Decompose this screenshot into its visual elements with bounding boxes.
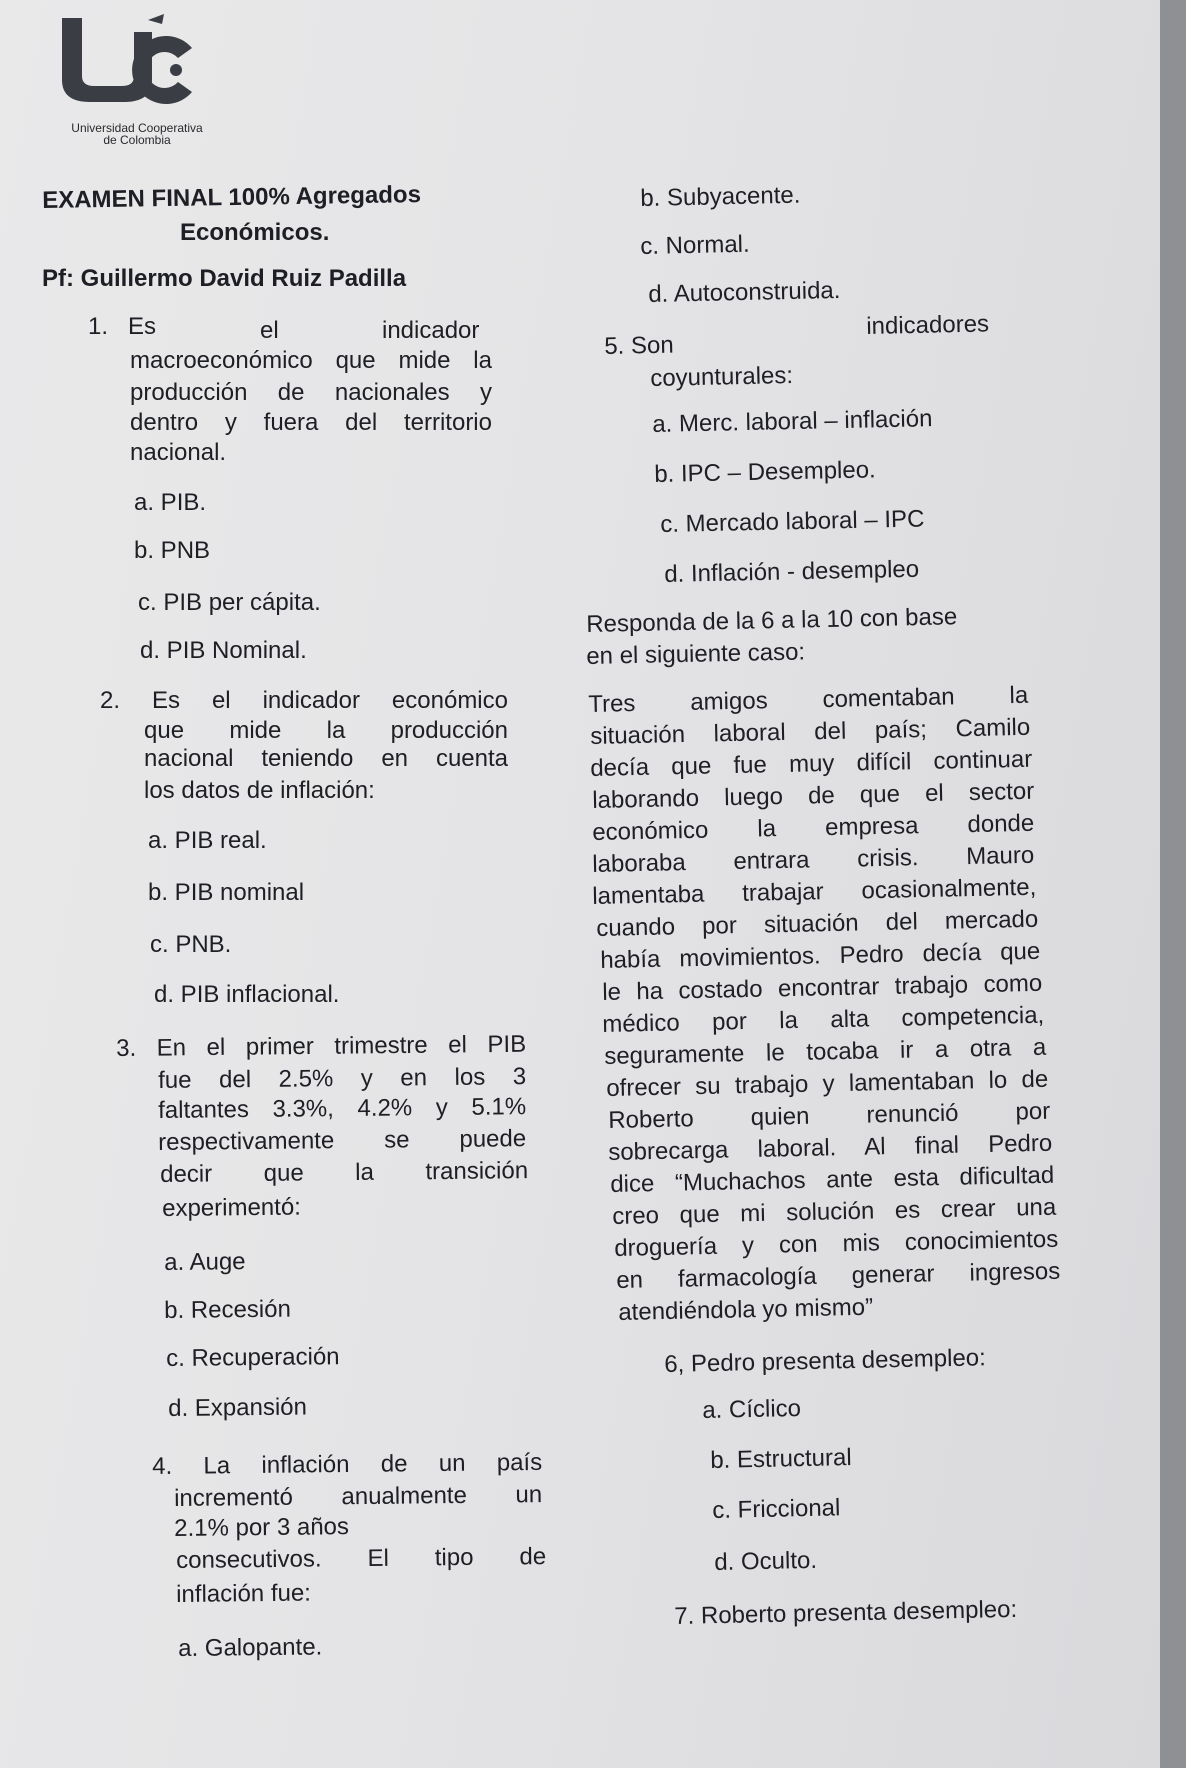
q4-line1: 4. La inflación de un país	[152, 1448, 543, 1480]
q4-option-b: b. Subyacente.	[640, 181, 801, 212]
q1-word-es: Es	[128, 313, 157, 340]
q1-option-d: d. PIB Nominal.	[140, 637, 307, 664]
case-line13: ofrecer su trabajo y lamentaban lo de	[606, 1065, 1049, 1102]
case-line14: Roberto quien renunció por	[608, 1097, 1051, 1134]
case-line18: droguería y con mis conocimientos	[614, 1225, 1059, 1262]
case-line17: creo que mi solución es crear una	[612, 1193, 1057, 1230]
q2-line3: nacional teniendo en cuenta	[144, 745, 508, 772]
case-line7: lamentaba trabajar ocasionalmente,	[592, 873, 1037, 910]
q6-option-c: c. Friccional	[712, 1494, 841, 1524]
q5-option-d: d. Inflación - desempleo	[664, 555, 920, 588]
q2-option-b: b. PIB nominal	[148, 879, 305, 906]
q2-option-d: d. PIB inflacional.	[154, 981, 340, 1008]
q4-option-d: d. Autoconstruida.	[648, 276, 841, 308]
q1-line1: macroeconómico que mide la	[130, 347, 492, 374]
q5-line2: coyunturales:	[650, 362, 794, 392]
q7-stem: 7. Roberto presenta desempleo:	[674, 1595, 1018, 1630]
q5-line1: 5. Son	[604, 331, 674, 360]
q3-line6: experimentó:	[162, 1193, 302, 1222]
q1-word-indicador: indicador	[382, 317, 480, 344]
q1-number: 1.	[88, 313, 109, 340]
q1-word-el: el	[260, 317, 279, 344]
q1-line2: producción de nacionales y	[130, 379, 492, 406]
q4-line5: inflación fue:	[176, 1579, 312, 1608]
case-line4: laborando luego de que el sector	[592, 777, 1035, 814]
case-line11: médico por la alta competencia,	[602, 1001, 1045, 1038]
exam-title-line2: Económicos.	[180, 219, 330, 246]
q1-option-b: b. PNB	[134, 537, 211, 564]
case-intro-line1: Responda de la 6 a la 10 con base	[586, 603, 958, 638]
case-line2: situación laboral del país; Camilo	[590, 713, 1031, 750]
q2-option-c: c. PNB.	[150, 931, 232, 958]
q3-line4: respectivamente se puede	[158, 1125, 527, 1156]
q3-line3: faltantes 3.3%, 4.2% y 5.1%	[158, 1093, 527, 1124]
q3-option-c: c. Recuperación	[166, 1343, 340, 1372]
exam-title-line1: EXAMEN FINAL 100% Agregados	[42, 181, 422, 214]
university-name-line2: de Colombia	[103, 133, 171, 147]
q2-line2: que mide la producción	[144, 717, 508, 744]
q6-option-d: d. Oculto.	[714, 1546, 818, 1576]
case-line5: económico la empresa donde	[592, 809, 1035, 846]
q5-line1-end: indicadores	[866, 310, 990, 340]
q3-option-d: d. Expansión	[168, 1393, 308, 1422]
q6-option-b: b. Estructural	[710, 1444, 852, 1474]
case-line12: seguramente le tocaba ir a otra a	[604, 1033, 1047, 1070]
q6-option-a: a. Cíclico	[702, 1394, 802, 1424]
case-line15: sobrecarga laboral. Al final Pedro	[608, 1129, 1053, 1166]
q4-option-c: c. Normal.	[640, 230, 750, 260]
q1-line3: dentro y fuera del territorio	[130, 409, 492, 436]
case-intro-line2: en el siguiente caso:	[586, 638, 806, 670]
q5-option-c: c. Mercado laboral – IPC	[660, 505, 925, 538]
q6-stem: 6, Pedro presenta desempleo:	[664, 1344, 987, 1378]
q1-option-a: a. PIB.	[134, 489, 207, 516]
case-line19: en farmacología generar ingresos	[616, 1257, 1061, 1294]
q3-option-b: b. Recesión	[164, 1295, 292, 1324]
case-line6: laboraba entrara crisis. Mauro	[592, 841, 1035, 878]
q2-line4: los datos de inflación:	[144, 777, 375, 804]
q5-option-b: b. IPC – Desempleo.	[654, 456, 876, 488]
q3-option-a: a. Auge	[164, 1248, 246, 1276]
q3-line2: fue del 2.5% y en los 3	[158, 1063, 527, 1094]
q2-line1: 2. Es el indicador económico	[100, 687, 508, 714]
q1-line4: nacional.	[130, 439, 227, 466]
case-line1: Tres amigos comentaban la	[588, 681, 1029, 718]
case-line3: decía que fue muy difícil continuar	[590, 745, 1033, 782]
case-line10: le ha costado encontrar trabajo como	[602, 969, 1043, 1006]
case-line20: atendiéndola yo mismo”	[618, 1293, 874, 1326]
university-name-line1: Universidad Cooperativa	[71, 121, 203, 135]
case-line9: había movimientos. Pedro decía que	[600, 937, 1041, 974]
q4-option-a: a. Galopante.	[178, 1633, 323, 1662]
q4-line4: consecutivos. El tipo de	[176, 1543, 547, 1574]
q1-option-c: c. PIB per cápita.	[138, 589, 321, 616]
case-line8: cuando por situación del mercado	[596, 905, 1039, 942]
professor-name: Pf: Guillermo David Ruiz Padilla	[42, 265, 407, 292]
q4-line2: incrementó anualmente un	[174, 1481, 543, 1512]
q3-line1: 3. En el primer trimestre el PIB	[116, 1030, 527, 1062]
q2-option-a: a. PIB real.	[148, 827, 267, 854]
q3-line5: decir que la transición	[160, 1157, 529, 1188]
case-line16: dice “Muchachos ante esta dificultad	[610, 1161, 1055, 1198]
university-name	[52, 122, 222, 146]
q4-line3: 2.1% por 3 años	[174, 1513, 350, 1542]
q5-option-a: a. Merc. laboral – inflación	[652, 405, 933, 438]
